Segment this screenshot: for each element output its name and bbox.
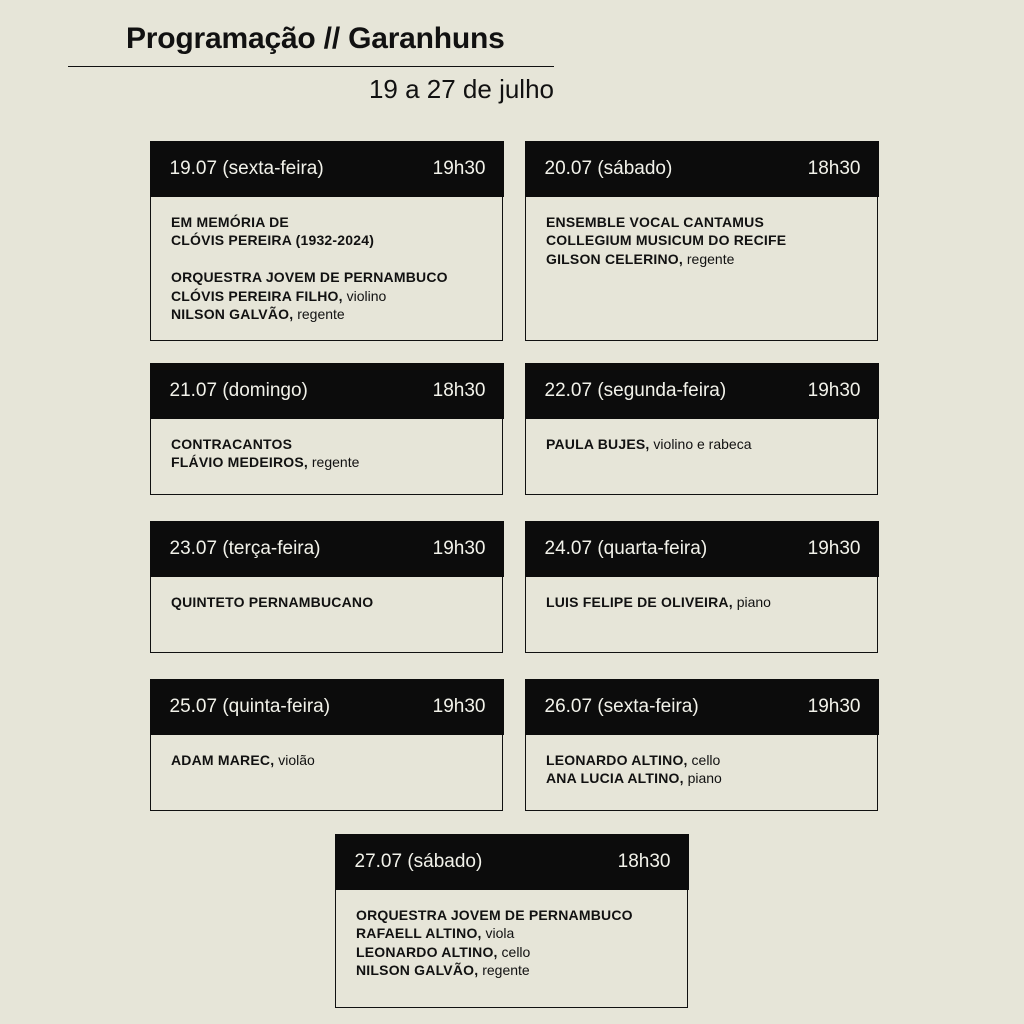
event-card bbox=[525, 363, 878, 495]
performer-name: QUINTETO PERNAMBUCANO bbox=[171, 593, 374, 610]
event-date: 24.07 (quarta-feira) bbox=[544, 537, 708, 559]
event-card bbox=[525, 521, 878, 653]
program-line bbox=[171, 305, 482, 324]
event-time: 19h30 bbox=[432, 537, 486, 559]
event-card bbox=[525, 679, 878, 811]
event-date: 20.07 (sábado) bbox=[544, 157, 673, 179]
performer-name: RAFAELL ALTINO, bbox=[356, 925, 482, 941]
program-line bbox=[546, 751, 857, 770]
event-date: 23.07 (terça-feira) bbox=[169, 537, 321, 559]
performer-role: regente bbox=[683, 250, 735, 267]
program-line bbox=[546, 213, 857, 232]
performer-role: piano bbox=[683, 770, 722, 786]
event-card bbox=[150, 679, 503, 811]
performer-name: EM MEMÓRIA DE bbox=[171, 213, 289, 230]
line-gap bbox=[171, 250, 482, 269]
performer-name: LEONARDO ALTINO, bbox=[546, 751, 688, 768]
event-time: 18h30 bbox=[807, 157, 861, 179]
program-line bbox=[171, 213, 482, 232]
event-date: 21.07 (domingo) bbox=[169, 379, 308, 401]
performer-role: violino bbox=[342, 287, 387, 304]
program-line bbox=[171, 231, 482, 250]
program-line bbox=[171, 751, 482, 770]
performer-name: ENSEMBLE VOCAL CANTAMUS bbox=[546, 213, 764, 230]
event-header bbox=[150, 363, 504, 419]
performer-name: PAULA BUJES, bbox=[546, 435, 650, 452]
event-program bbox=[526, 197, 877, 269]
program-line bbox=[546, 435, 857, 454]
event-header bbox=[150, 141, 504, 197]
event-header bbox=[525, 363, 879, 419]
event-time: 19h30 bbox=[807, 695, 861, 717]
event-card bbox=[150, 141, 503, 341]
performer-name: GILSON CELERINO, bbox=[546, 250, 683, 267]
event-program bbox=[151, 735, 502, 770]
performer-name: ADAM MAREC, bbox=[171, 751, 275, 768]
event-card bbox=[150, 521, 503, 653]
event-time: 19h30 bbox=[807, 379, 861, 401]
event-date: 22.07 (segunda-feira) bbox=[544, 379, 727, 401]
performer-name: COLLEGIUM MUSICUM DO RECIFE bbox=[546, 232, 787, 248]
performer-name: CLÓVIS PEREIRA FILHO, bbox=[171, 287, 343, 304]
event-card bbox=[150, 363, 503, 495]
program-line bbox=[546, 593, 857, 612]
event-date: 26.07 (sexta-feira) bbox=[544, 695, 699, 717]
program-line bbox=[171, 453, 482, 472]
event-card bbox=[335, 834, 688, 1008]
performer-name: CLÓVIS PEREIRA (1932-2024) bbox=[171, 232, 375, 248]
performer-role: regente bbox=[293, 306, 345, 322]
performer-name: FLÁVIO MEDEIROS, bbox=[171, 454, 308, 470]
performer-role: piano bbox=[732, 593, 771, 610]
performer-name: NILSON GALVÃO, bbox=[171, 306, 294, 322]
event-header bbox=[150, 521, 504, 577]
event-date: 19.07 (sexta-feira) bbox=[169, 157, 324, 179]
performer-role: violino e rabeca bbox=[649, 435, 752, 452]
event-time: 18h30 bbox=[432, 379, 486, 401]
performer-name: NILSON GALVÃO, bbox=[356, 962, 479, 978]
event-program bbox=[151, 419, 502, 472]
event-program bbox=[526, 577, 877, 612]
event-header bbox=[525, 679, 879, 735]
program-line bbox=[171, 593, 482, 612]
event-date: 25.07 (quinta-feira) bbox=[169, 695, 331, 717]
title-divider bbox=[68, 66, 554, 67]
performer-role: viola bbox=[481, 925, 515, 941]
performer-name: CONTRACANTOS bbox=[171, 435, 293, 452]
program-line bbox=[356, 924, 667, 943]
performer-role: regente bbox=[308, 454, 360, 470]
performer-name: ORQUESTRA JOVEM DE PERNAMBUCO bbox=[171, 269, 448, 285]
performer-role: cello bbox=[497, 943, 531, 960]
event-time: 18h30 bbox=[617, 850, 671, 872]
program-line bbox=[356, 961, 667, 980]
program-line bbox=[171, 435, 482, 454]
event-card bbox=[525, 141, 878, 341]
event-time: 19h30 bbox=[432, 695, 486, 717]
event-program bbox=[526, 419, 877, 454]
performer-role: regente bbox=[478, 962, 530, 978]
program-line bbox=[171, 268, 482, 287]
event-program bbox=[151, 197, 502, 324]
event-time: 19h30 bbox=[432, 157, 486, 179]
event-time: 19h30 bbox=[807, 537, 861, 559]
date-range: 19 a 27 de julho bbox=[368, 74, 554, 104]
event-program bbox=[526, 735, 877, 788]
program-line bbox=[546, 769, 857, 788]
performer-name: LUIS FELIPE DE OLIVEIRA, bbox=[546, 593, 733, 610]
program-line bbox=[546, 250, 857, 269]
event-date: 27.07 (sábado) bbox=[354, 850, 483, 872]
page-title: Programação // Garanhuns bbox=[126, 22, 505, 55]
performer-name: ORQUESTRA JOVEM DE PERNAMBUCO bbox=[356, 906, 633, 923]
event-header bbox=[335, 834, 689, 890]
event-program bbox=[151, 577, 502, 612]
performer-name: LEONARDO ALTINO, bbox=[356, 943, 498, 960]
program-line bbox=[546, 231, 857, 250]
event-header bbox=[525, 521, 879, 577]
program-line bbox=[356, 906, 667, 925]
program-line bbox=[356, 943, 667, 962]
performer-name: ANA LUCIA ALTINO, bbox=[546, 770, 684, 786]
event-header bbox=[525, 141, 879, 197]
performer-role: violão bbox=[274, 751, 315, 768]
performer-role: cello bbox=[687, 751, 721, 768]
event-header bbox=[150, 679, 504, 735]
program-line bbox=[171, 287, 482, 306]
event-program bbox=[336, 890, 687, 980]
